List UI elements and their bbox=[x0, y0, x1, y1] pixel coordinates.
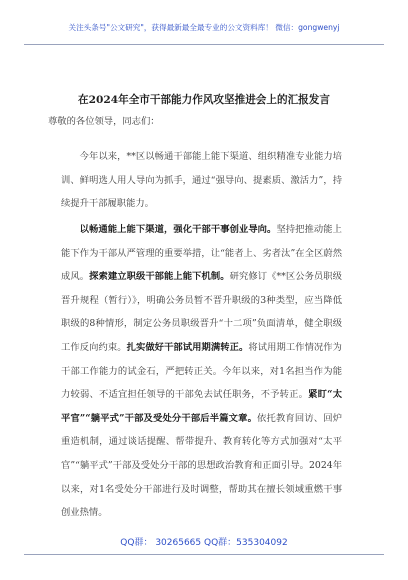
header-divider bbox=[24, 44, 384, 45]
section1-text1: 坚持把推动能上能下作为干部从严管理的重要举措，让“能者上、劣者汰”在全区蔚然成风。 bbox=[61, 224, 342, 283]
document-title: 在2024年全市干部能力作风攻坚推进会上的汇报发言 bbox=[78, 94, 330, 106]
section1-paragraph bbox=[61, 218, 342, 525]
page-footer-note: QQ群： 30265665 QQ群：535304092 bbox=[120, 538, 288, 548]
section1-sub1: 探索建立职级干部能上能下机制。 bbox=[89, 271, 230, 283]
footer-divider bbox=[24, 554, 384, 555]
section1-heading: 以畅通能上能下渠道，强化干部干事创业导向。 bbox=[79, 224, 277, 235]
salutation: 尊敬的各位领导，同志们： bbox=[48, 116, 160, 127]
section1-text2: 研究修订《**区公务员职级晋升规程（暂行）》，明确公务员暂不晋升职级的3种类型，应当降低职级的8种情形，制定公务员职级晋升“十二项”负面清单，健全职级工作反向约束。 bbox=[61, 271, 342, 353]
section1-text4: 依托教育回访、回炉重造机制，通过谈话提醒、帮带提升、教育转化等方式加强对“太平官”“躺平式”干部及受处分干部的思想政治教育和正面引导。2024年以来，对1名受处分干部进行及时调整，帮助其在擅长领域重燃干事创业热情。 bbox=[61, 412, 342, 519]
section1-sub2: 扎实做好干部试用期满转正。 bbox=[126, 341, 249, 353]
intro-paragraph: 今年以来，**区以畅通干部能上能下渠道、组织精准专业能力培训、鲜明选人用人导向为抓手，通过“强导向、提素质、激活力”，持续提升干部履职能力。 bbox=[61, 151, 342, 210]
page-header-note: 关注头条号"公文研究"，获得最新最全最专业的公文资料库！ 微信：gongwenyj bbox=[68, 23, 340, 32]
section1-sub3: 紧盯“太平官”“躺平式”干部及受处分干部后半篇文章。 bbox=[61, 389, 342, 424]
section1-text3: 将试用期工作情况作为干部工作能力的试金石，严把转正关。今年以来，对1名担当作为能力较弱、不适宜担任领导的干部免去试任职务，不予转正。 bbox=[61, 341, 342, 401]
